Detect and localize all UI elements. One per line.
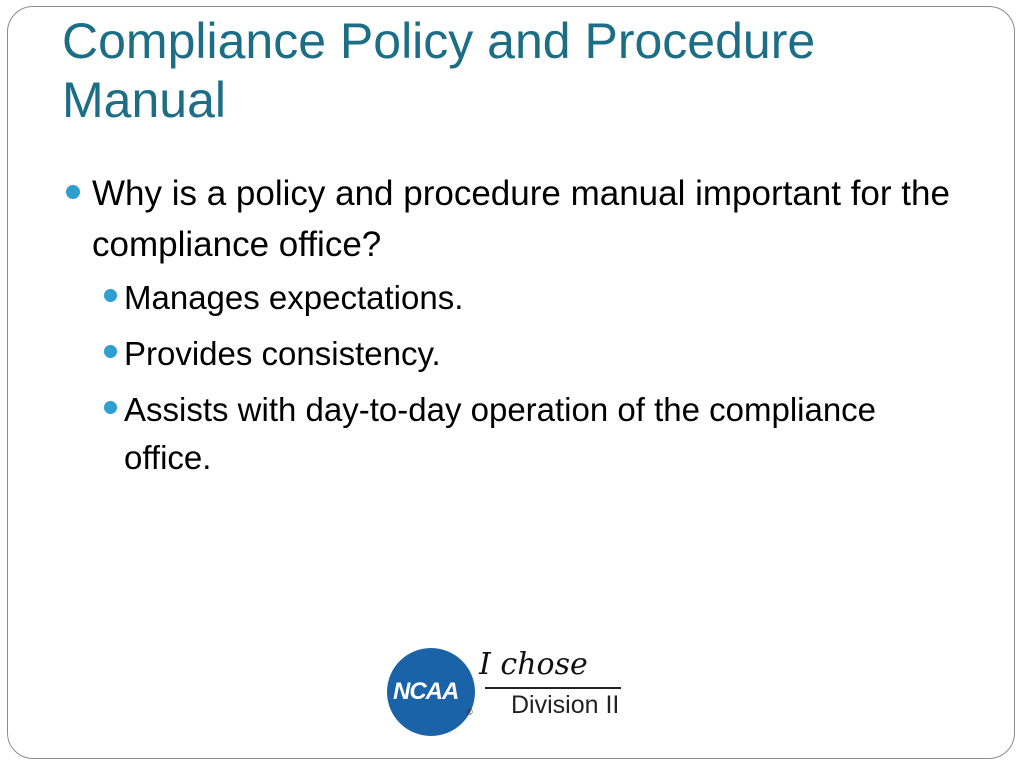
ncaa-disc-icon — [387, 648, 475, 736]
ncaa-division-ii-logo — [387, 646, 637, 738]
logo-rule — [485, 687, 621, 689]
division-ii-label: Division II — [511, 691, 620, 719]
sub-bullet-list — [62, 274, 962, 482]
bullet-question — [62, 168, 962, 270]
question-text: Why is a policy and procedure manual important for the compliance office? — [92, 174, 950, 264]
i-chose-script: I chose — [479, 647, 588, 682]
sub-bullet-item — [92, 386, 962, 482]
sub-bullet-text: Provides consistency. — [124, 335, 441, 372]
bullet-dot-icon — [66, 185, 80, 199]
slide-body — [62, 168, 962, 490]
bullet-dot-icon — [104, 289, 117, 302]
registered-mark: ® — [466, 707, 473, 717]
sub-bullet-item — [92, 274, 962, 322]
slide-title: Compliance Policy and Procedure Manual — [62, 13, 816, 128]
bullet-dot-icon — [104, 345, 117, 358]
bullet-dot-icon — [104, 401, 117, 414]
sub-bullet-item — [92, 330, 962, 378]
sub-bullet-text: Manages expectations. — [124, 279, 464, 316]
ncaa-wordmark: NCAA — [393, 678, 459, 705]
sub-bullet-text: Assists with day-to-day operation of the compliance office. — [124, 391, 877, 476]
